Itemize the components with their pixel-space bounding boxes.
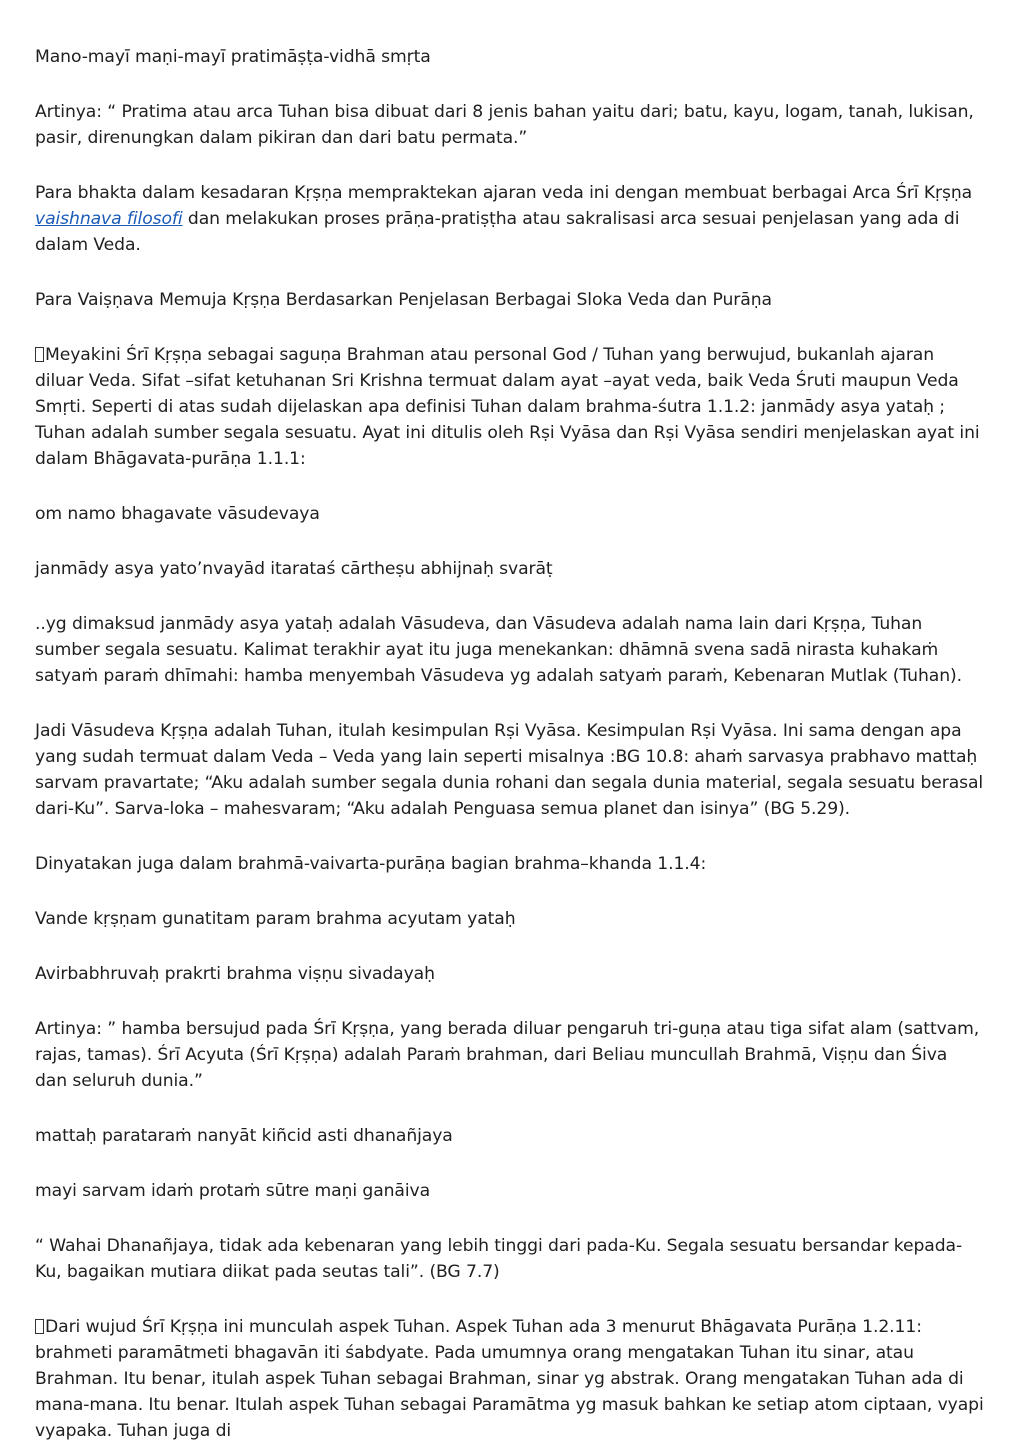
paragraph-dinyatakan: Dinyatakan juga dalam brahmā-vaivarta-purāṇa bagian brahma–khanda 1.1.4: bbox=[35, 854, 707, 874]
paragraph-text: Dari wujud Śrī Kṛṣṇa ini munculah aspek Tuhan. Aspek Tuhan ada 3 menurut Bhāgavata Purāṇa 1.2.11: brahmeti paramātmeti bhagavān iti śabdyate. Pada umumnya orang mengatakan Tuhan itu sinar, atau Brahman. Itu benar, itulah aspek Tuhan sebagai Brahman, sinar yg abstrak. Orang mengatakan Tuhan ada di mana-mana. Itu benar. Itulah aspek Tuhan sebagai Paramātma yg masuk bahkan ke setiap atom ciptaan, vyapi vyapaka. Tuhan juga di bbox=[35, 1317, 984, 1441]
verse-line-om-namo: om namo bhagavate vāsudevaya bbox=[35, 504, 320, 524]
paragraph-text: Para bhakta dalam kesadaran Kṛṣṇa mempraktekan ajaran veda ini dengan membuat berbagai Arca Śrī Kṛṣṇa bbox=[35, 183, 973, 203]
verse-line-mano-mayi: Mano-mayī maṇi-mayī pratimāṣṭa-vidhā smṛta bbox=[35, 47, 431, 67]
paragraph-text: Meyakini Śrī Kṛṣṇa sebagai saguṇa Brahman atau personal God / Tuhan yang berwujud, bukanlah ajaran diluar Veda. Sifat –sifat ketuhanan Sri Krishna termuat dalam ayat –ayat veda, baik Veda Śruti maupun Veda Smṛti. Seperti di atas sudah dijelaskan apa definisi Tuhan dalam brahma-śutra 1.1.2: janmādy asya yataḥ ; Tuhan adalah sumber segala sesuatu. Ayat ini ditulis oleh Rṣi Vyāsa dan Rṣi Vyāsa sendiri menjelaskan ayat ini dalam Bhāgavata-purāṇa 1.1.1: bbox=[35, 345, 980, 469]
verse-line-mattah: mattaḥ parataraṁ nanyāt kiñcid asti dhanañjaya bbox=[35, 1126, 453, 1146]
paragraph-jadi-vasudeva: Jadi Vāsudeva Kṛṣṇa adalah Tuhan, itulah kesimpulan Rṣi Vyāsa. Kesimpulan Rṣi Vyāsa. Ini sama dengan apa yang sudah termuat dalam Veda – Veda yang lain seperti misalnya :BG 10.8: ahaṁ sarvasya prabhavo mattaḥ sarvam pravartate; “Aku adalah sumber segala dunia rohani dan segala dunia material, segala sesuatu berasal dari-Ku”. Sarva-loka – mahesvaram; “Aku adalah Penguasa semua planet dan isinya” (BG 5.29). bbox=[35, 721, 984, 819]
paragraph-wahai-dhananjaya: “ Wahai Dhanañjaya, tidak ada kebenaran yang lebih tinggi dari pada-Ku. Segala sesuatu bersandar kepada-Ku, bagaikan mutiara diikat pada seutas tali”. (BG 7.7) bbox=[35, 1236, 963, 1282]
missing-glyph-icon bbox=[35, 1319, 44, 1334]
section-heading-para-vaisnava: Para Vaiṣṇava Memuja Kṛṣṇa Berdasarkan Penjelasan Berbagai Sloka Veda dan Purāṇa bbox=[35, 290, 772, 310]
verse-line-vande: Vande kṛṣṇam gunatitam param brahma acyutam yataḥ bbox=[35, 909, 516, 929]
verse-line-avirbabhruvah: Avirbabhruvaḥ prakrti brahma viṣṇu sivadayaḥ bbox=[35, 964, 435, 984]
vaishnava-filosofi-link[interactable]: vaishnava filosofi bbox=[35, 209, 183, 229]
paragraph-artinya-hamba: Artinya: ” hamba bersujud pada Śrī Kṛṣṇa, yang berada diluar pengaruh tri-guṇa atau tiga sifat alam (sattvam, rajas, tamas). Śrī Acyuta (Śrī Kṛṣṇa) adalah Paraṁ brahman, dari Beliau muncullah Brahmā, Viṣṇu dan Śiva dan seluruh dunia.” bbox=[35, 1019, 980, 1091]
paragraph-artinya-pratima: Artinya: “ Pratima atau arca Tuhan bisa dibuat dari 8 jenis bahan yaitu dari; batu, kayu, logam, tanah, lukisan, pasir, direnungkan dalam pikiran dan dari batu permata.” bbox=[35, 102, 974, 148]
verse-line-janmady: janmādy asya yato’nvayād itarataś cārtheṣu abhijnaḥ svarāṭ bbox=[35, 559, 553, 579]
paragraph-text: dan melakukan proses prāṇa-pratiṣṭha atau sakralisasi arca sesuai penjelasan yang ada di dalam Veda. bbox=[35, 209, 960, 255]
paragraph-para-bhakta bbox=[35, 180, 984, 258]
paragraph-meyakini bbox=[35, 342, 984, 472]
missing-glyph-icon bbox=[35, 347, 44, 362]
verse-line-mayi-sarvam: mayi sarvam idaṁ protaṁ sūtre maṇi ganāiva bbox=[35, 1181, 431, 1201]
paragraph-yg-dimaksud: ..yg dimaksud janmādy asya yataḥ adalah Vāsudeva, dan Vāsudeva adalah nama lain dari Kṛṣṇa, Tuhan sumber segala sesuatu. Kalimat terakhir ayat itu juga menekankan: dhāmnā svena sadā nirasta kuhakaṁ satyaṁ paraṁ dhīmahi: hamba menyembah Vāsudeva yg adalah satyaṁ paraṁ, Kebenaran Mutlak (Tuhan). bbox=[35, 614, 962, 686]
paragraph-dari-wujud bbox=[35, 1314, 984, 1444]
